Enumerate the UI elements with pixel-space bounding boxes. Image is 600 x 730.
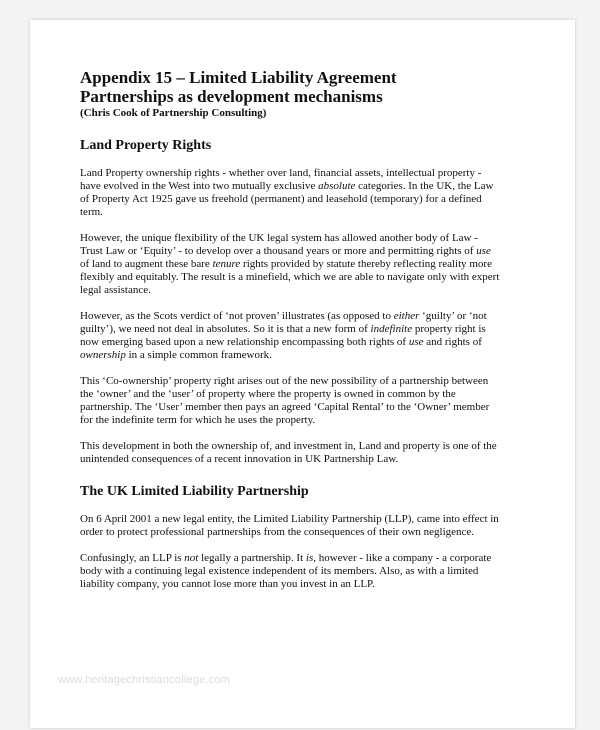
paragraph-7 [80, 552, 500, 591]
paragraph-5: This development in both the ownership of, and investment in, Land and property is one of the unintended consequences of a recent innovation in UK Partnership Law. [80, 440, 497, 465]
author-subtitle: (Chris Cook of Partnership Consulting) [80, 107, 267, 119]
emphasis: either [393, 310, 420, 322]
emphasis: use [408, 336, 424, 348]
emphasis: not [184, 552, 199, 564]
emphasis: is [305, 552, 314, 564]
text-run: in a simple common framework. [125, 349, 272, 361]
text-run: categories. In the UK, the Law of Property Act 1925 gave us freehold (permanent) and leasehold (temporary) for a defined term. [80, 180, 494, 218]
text-run: However, the unique flexibility of the UK legal system has allowed another body of Law - Trust Law or ‘Equity’ - to develop over a thousand years or more and permitting rights of [80, 232, 478, 257]
text-run: of land to augment these bare [80, 258, 213, 270]
paragraph-2 [80, 232, 500, 297]
text-run: Land Property ownership rights - whether over land, financial assets, intellectual property - have evolved in the West into two mutually exclusive [80, 167, 482, 192]
section-heading-land-property: Land Property Rights [80, 138, 212, 153]
paragraph-1 [80, 167, 500, 219]
watermark: www.heritagechristiancollege.com [58, 674, 231, 686]
document-page [30, 20, 575, 728]
text-run: and rights of [423, 336, 482, 348]
emphasis: absolute [318, 180, 356, 192]
title-line-1: Appendix 15 – Limited Liability Agreement [80, 68, 397, 87]
text-run: ‘guilty’ or ‘not guilty’), we need not deal in absolutes. So it is that a new form of [80, 310, 487, 335]
emphasis: tenure [212, 258, 241, 270]
title-line-2: Partnerships as development mechanisms [80, 87, 383, 106]
emphasis: use [476, 245, 491, 257]
paragraph-3 [80, 310, 500, 362]
text-run: However, as the Scots verdict of ‘not proven’ illustrates (as opposed to [80, 310, 394, 322]
emphasis: ownership [80, 349, 126, 361]
paragraph-6: On 6 April 2001 a new legal entity, the Limited Liability Partnership (LLP), came into effect in order to protect professional partnerships from the consequences of their own negligence. [80, 513, 499, 538]
text-run: Confusingly, an LLP is [80, 552, 185, 564]
document-title [80, 68, 500, 106]
text-run: , however - like a company - a corporate body with a continuing legal existence independent of its members. Also, as with a limited liability company, you cannot lose more than you invest in an LLP. [80, 552, 492, 590]
document-content [80, 68, 500, 604]
text-run: rights provided by statute thereby reflecting reality more flexibly and equitably. The result is a minefield, which we are able to navigate only with expert legal assistance. [80, 258, 500, 296]
emphasis: indefinite [370, 323, 413, 335]
text-run: property right is now emerging based upon a new relationship encompassing both rights of [80, 323, 486, 348]
paragraph-4: This ‘Co-ownership’ property right arises out of the new possibility of a partnership between the ‘owner’ and the ‘user’ of property where the property is owned in common by the partnership. The ‘User’ member then pays an agreed ‘Capital Rental’ to the ‘Owner’ member for the indefinite term for which he uses the property. [80, 375, 490, 426]
text-run: legally a partnership. It [198, 552, 306, 564]
section-heading-uk-llp: The UK Limited Liability Partnership [80, 484, 309, 499]
